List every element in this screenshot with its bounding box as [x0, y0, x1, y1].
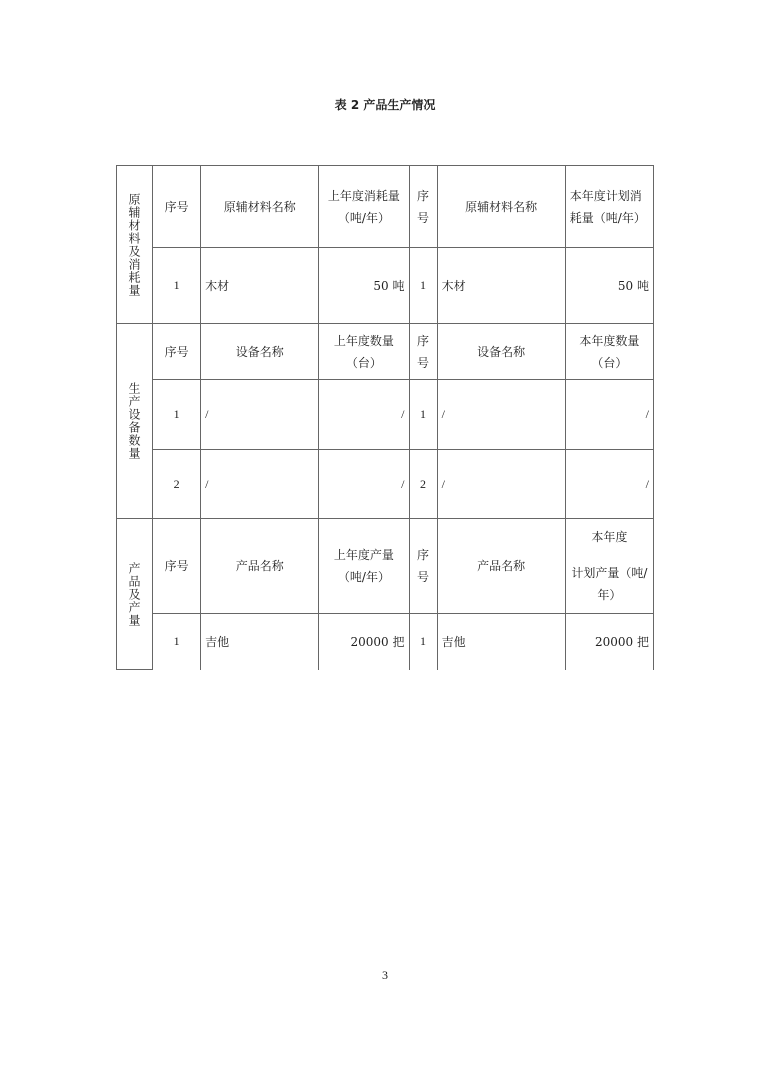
header-qty-left: 上年度消耗量（吨/年） [319, 166, 409, 248]
header-qty-right: 本年度计划消耗量（吨/年） [565, 166, 653, 248]
cell-qty-right: 50 吨 [565, 248, 653, 324]
header-qty-right-line1: 本年度 [591, 530, 628, 544]
table-row [117, 248, 654, 324]
header-qty-right [565, 519, 653, 614]
products-header-row [117, 519, 654, 614]
cell-name-right: 吉他 [437, 614, 565, 670]
table-row [117, 614, 654, 670]
cell-name-right: / [437, 380, 565, 450]
cell-seq-right: 2 [409, 450, 437, 519]
products-section-label: 产品及产量 [117, 519, 153, 670]
cell-qty-left: 20000 把 [319, 614, 409, 670]
cell-seq-left: 1 [153, 614, 201, 670]
table-title: 表 2 产品生产情况 [334, 98, 436, 112]
header-seq-left: 序号 [153, 324, 201, 380]
header-qty-right: 本年度数量（台） [565, 324, 653, 380]
cell-name-left: / [201, 380, 319, 450]
materials-section-label: 原辅材料及消耗量 [117, 166, 153, 324]
header-seq-left: 序号 [153, 519, 201, 614]
header-seq-right: 序号 [409, 519, 437, 614]
header-seq-right: 序号 [409, 166, 437, 248]
cell-qty-left: 50 吨 [319, 248, 409, 324]
cell-qty-right: 20000 把 [565, 614, 653, 670]
header-qty-right-line2: 计划产量（吨/年） [571, 566, 648, 602]
cell-name-left: 木材 [201, 248, 319, 324]
cell-name-left: / [201, 450, 319, 519]
cell-qty-right: / [565, 450, 653, 519]
cell-seq-right: 1 [409, 614, 437, 670]
header-seq-left: 序号 [153, 166, 201, 248]
header-name-left: 设备名称 [201, 324, 319, 380]
header-name-right: 设备名称 [437, 324, 565, 380]
cell-qty-left: / [319, 380, 409, 450]
cell-seq-left: 2 [153, 450, 201, 519]
table-row [117, 380, 654, 450]
equipment-header-row [117, 324, 654, 380]
table-row [117, 450, 654, 519]
cell-seq-right: 1 [409, 248, 437, 324]
cell-qty-right: / [565, 380, 653, 450]
header-name-right: 原辅材料名称 [437, 166, 565, 248]
page-number: 3 [382, 968, 388, 982]
production-table [116, 165, 654, 670]
materials-header-row [117, 166, 654, 248]
equipment-section-label: 生产设备数量 [117, 324, 153, 519]
cell-qty-left: / [319, 450, 409, 519]
header-qty-left: 上年度产量（吨/年） [319, 519, 409, 614]
cell-name-right: 木材 [437, 248, 565, 324]
header-name-left: 原辅材料名称 [201, 166, 319, 248]
header-seq-right: 序号 [409, 324, 437, 380]
header-qty-left: 上年度数量（台） [319, 324, 409, 380]
cell-seq-left: 1 [153, 380, 201, 450]
cell-seq-right: 1 [409, 380, 437, 450]
cell-name-left: 吉他 [201, 614, 319, 670]
header-name-right: 产品名称 [437, 519, 565, 614]
cell-seq-left: 1 [153, 248, 201, 324]
header-name-left: 产品名称 [201, 519, 319, 614]
cell-name-right: / [437, 450, 565, 519]
